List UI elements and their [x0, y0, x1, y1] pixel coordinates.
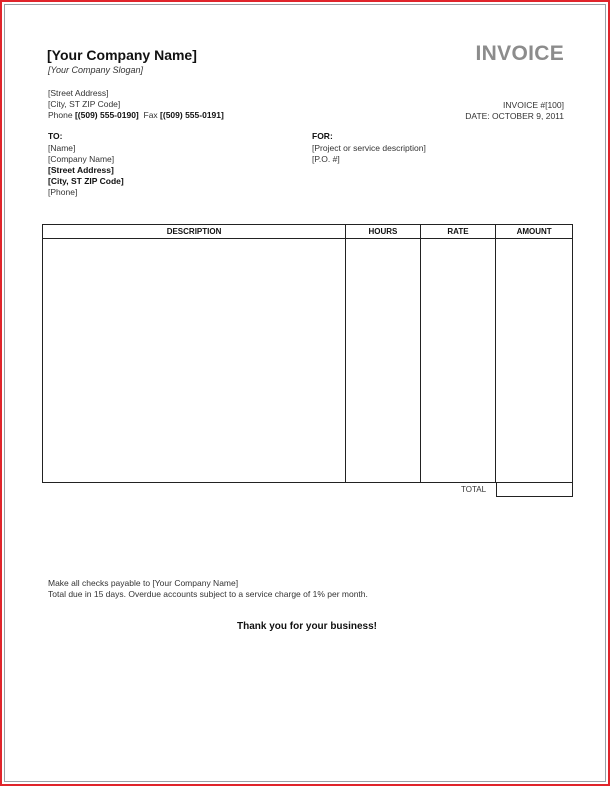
total-label: TOTAL: [461, 485, 487, 494]
bill-to-name: [Name]: [48, 143, 76, 153]
po-number: [P.O. #]: [312, 154, 340, 164]
bill-to-city: [City, ST ZIP Code]: [48, 176, 124, 186]
phone-number: [(509) 555-0190]: [74, 110, 139, 120]
table-row: [43, 239, 573, 483]
bill-to-phone: [Phone]: [48, 187, 78, 197]
project-description: [Project or service description]: [312, 143, 426, 153]
fax-label: Fax: [143, 110, 158, 120]
rate-cell[interactable]: [420, 239, 496, 483]
hours-cell[interactable]: [346, 239, 421, 483]
invoice-date: DATE: OCTOBER 9, 2011: [465, 111, 564, 121]
amount-cell[interactable]: [496, 239, 573, 483]
payment-terms: Total due in 15 days. Overdue accounts subject to a service charge of 1% per month.: [48, 589, 368, 599]
description-cell[interactable]: [43, 239, 346, 483]
bill-to-label: TO:: [48, 131, 63, 141]
thank-you-message: Thank you for your business!: [236, 621, 378, 632]
phone-label: Phone: [48, 110, 73, 120]
table-header-row: [43, 225, 573, 239]
line-items-table: [42, 224, 573, 483]
invoice-number: INVOICE #[100]: [503, 100, 564, 110]
bill-to-street: [Street Address]: [48, 165, 114, 175]
company-slogan: [Your Company Slogan]: [48, 65, 144, 75]
header-description: DESCRIPTION: [43, 225, 346, 239]
header-rate: RATE: [420, 225, 496, 239]
company-phone-line: [48, 110, 224, 120]
fax-number: [(509) 555-0191]: [160, 110, 224, 120]
header-hours: HOURS: [346, 225, 421, 239]
bill-to-company: [Company Name]: [48, 154, 115, 164]
for-label: FOR:: [312, 131, 333, 141]
company-street: [Street Address]: [48, 88, 109, 98]
total-amount-cell[interactable]: [496, 482, 573, 497]
company-city: [City, ST ZIP Code]: [48, 99, 121, 109]
payment-instructions: Make all checks payable to [Your Company Name]: [48, 578, 239, 588]
header-amount: AMOUNT: [496, 225, 573, 239]
invoice-title: INVOICE: [475, 42, 564, 65]
company-name: [Your Company Name]: [47, 47, 197, 63]
